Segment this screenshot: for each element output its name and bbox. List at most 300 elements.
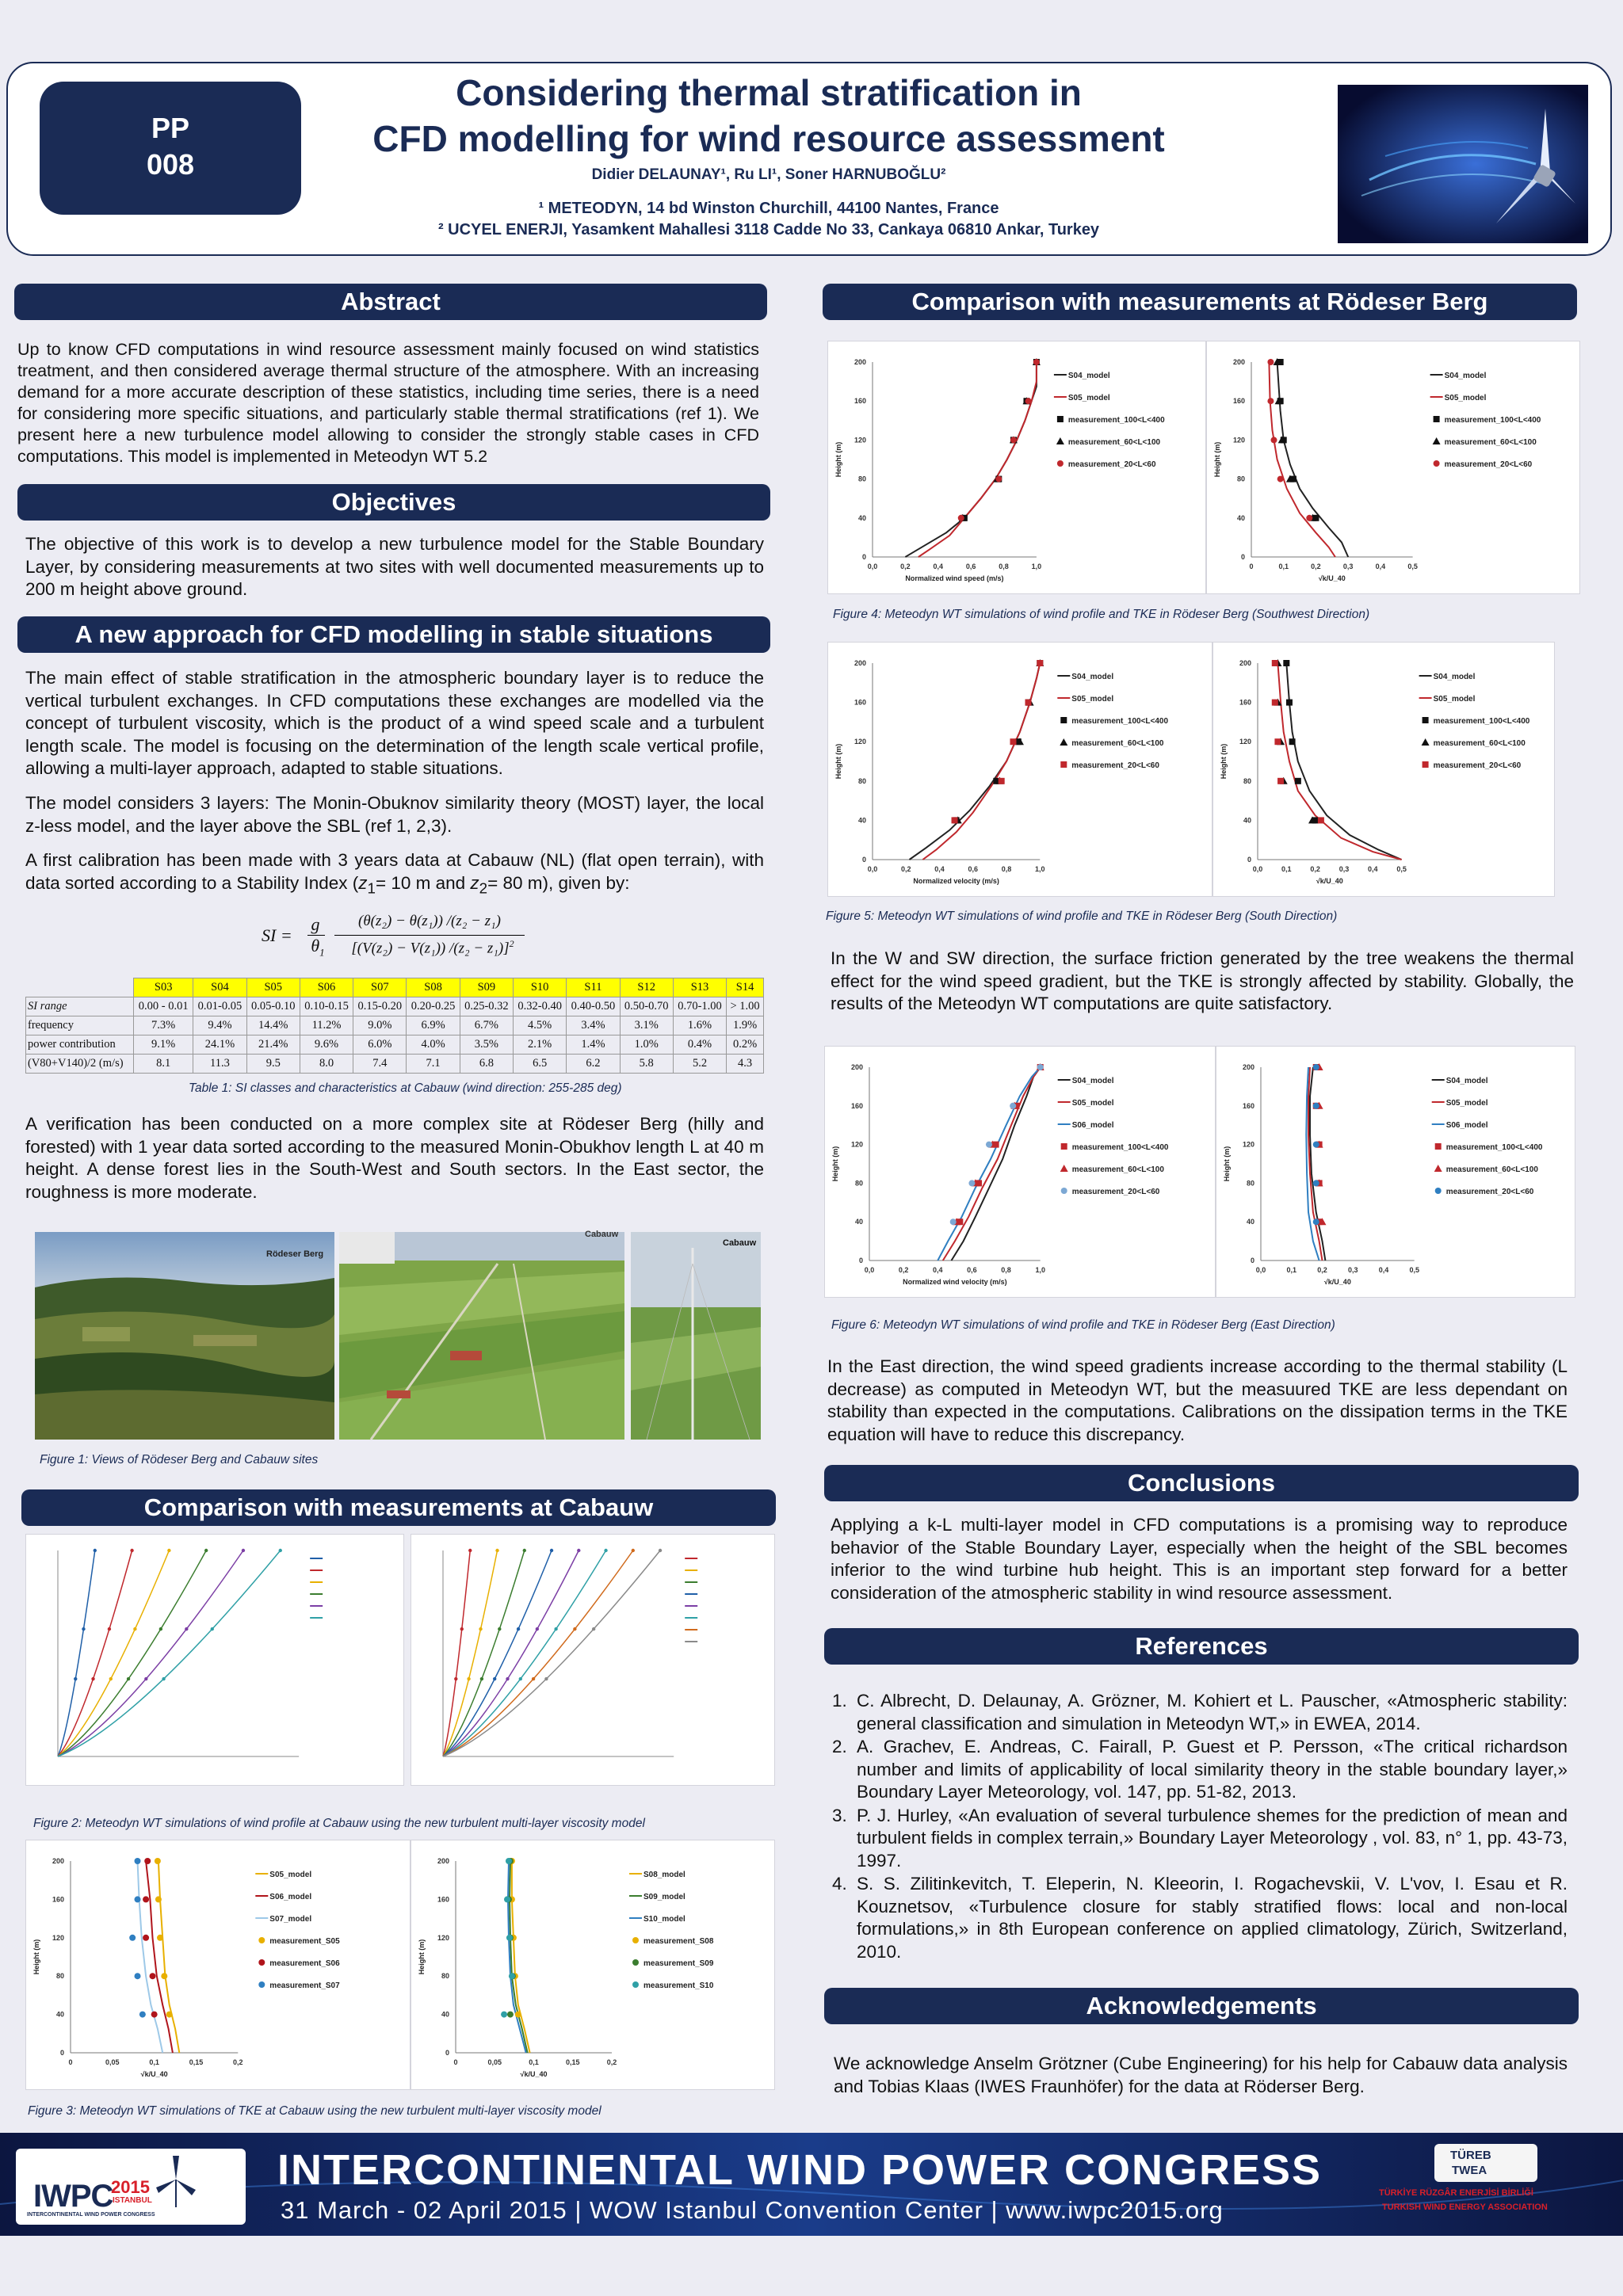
table-cell: 8.0	[300, 1055, 353, 1074]
y-tick-label: 0	[1240, 553, 1245, 561]
legend-label: measurement_20<L<60	[1445, 1188, 1534, 1196]
data-point	[479, 1627, 482, 1630]
series-line	[918, 362, 1037, 557]
wind-turbine-logo	[1338, 85, 1588, 243]
data-point	[166, 2012, 173, 2018]
y-tick-label: 40	[1236, 513, 1245, 522]
approach-paragraph-4: A verification has been conducted on a more complex site at Rödeser Berg (hilly and forested) with 1 year data sorted according to the measured Monin-Obukhov length L at 40 m height. A dense forest lies in the South-West and South sectors. In the East sector, the roughness is more moderate.	[25, 1114, 764, 1202]
figure-5b-plot	[1213, 643, 1556, 898]
x-tick-label: 1,0	[1035, 865, 1045, 873]
legend-marker	[1060, 738, 1067, 746]
data-point	[1272, 660, 1278, 666]
data-point	[151, 2012, 158, 2018]
data-point	[506, 1677, 509, 1680]
title-line-2: CFD modelling for wind resource assessment	[372, 118, 1165, 159]
data-point	[109, 1677, 113, 1680]
table-cell: 2.1%	[514, 1035, 567, 1055]
tureb-name-tr: TÜRKİYE RÜZGÂR ENERJİSİ BİRLİĞİ	[1379, 2188, 1533, 2198]
acknowledgements-text: We acknowledge Anselm Grötzner (Cube Engineering) for his help for Cabauw data analysis and Tobias Klaas (IWES Fraunhöfer) for the data at Röderser Berg.	[834, 2054, 1568, 2096]
x-tick-label: 0,15	[189, 2058, 204, 2066]
y-tick-label: 160	[52, 1895, 64, 1904]
table-cell: 6.2	[567, 1055, 620, 1074]
data-point	[144, 1858, 151, 1864]
data-point	[1313, 1219, 1319, 1225]
table-header-cell: S08	[407, 978, 460, 997]
x-tick-label: 0,2	[233, 2058, 243, 2066]
y-axis-label: Height (m)	[1223, 1146, 1231, 1182]
data-point	[950, 1219, 957, 1225]
photo-label-roedeser: Rödeser Berg	[266, 1249, 324, 1259]
y-tick-label: 200	[854, 659, 866, 667]
y-axis-label: Height (m)	[834, 441, 842, 478]
objectives-text: The objective of this work is to develop a new turbulence model for the Stable Boundary Layer, by considering measurements at two sites with well documented measurements up to 200 m height above ground.	[25, 534, 764, 599]
data-point	[279, 1549, 282, 1552]
figure-3a-plot	[26, 1840, 411, 2091]
figure-3a-chart	[25, 1840, 411, 2090]
table-cell: 0.40-0.50	[567, 997, 620, 1016]
legend-marker	[1422, 738, 1430, 746]
data-point	[139, 2012, 146, 2018]
table-header-cell: S14	[727, 978, 764, 997]
x-tick-label: 0	[1249, 563, 1254, 570]
legend-marker	[1060, 761, 1067, 768]
table-header-cell: S04	[193, 978, 246, 997]
table-cell: 0.00 - 0.01	[134, 997, 193, 1016]
x-tick-label: 0,2	[900, 563, 911, 570]
approach-heading: A new approach for CFD modelling in stable situations	[17, 616, 770, 653]
x-tick-label: 0,0	[867, 865, 878, 873]
data-point	[1313, 1180, 1319, 1186]
x-axis-label: √k/U_40	[1318, 574, 1346, 582]
legend-marker	[1435, 1188, 1442, 1194]
data-point	[1277, 778, 1284, 784]
y-tick-label: 200	[437, 1857, 449, 1865]
y-axis-label: Height (m)	[831, 1146, 839, 1182]
y-tick-label: 200	[52, 1857, 64, 1865]
data-point	[968, 1180, 975, 1186]
table-header-cell: S05	[246, 978, 300, 997]
table-row	[26, 1055, 764, 1074]
legend-label: S05_model	[1067, 394, 1110, 402]
data-point	[592, 1627, 595, 1630]
footer-title: INTERCONTINENTAL WIND POWER CONGRESS	[277, 2146, 1323, 2194]
data-point	[1289, 738, 1296, 745]
y-tick-label: 80	[857, 475, 866, 483]
formula-fraction-bar-2	[334, 935, 525, 936]
data-point	[1010, 738, 1016, 745]
affiliation-2: ² UCYEL ENERJI, Yasamkent Mahallesi 3118 Cadde No 33, Cankaya 06810 Ankar, Turkey	[437, 221, 1100, 238]
legend-label: S04_model	[1067, 372, 1110, 380]
x-tick-label: 0,5	[1407, 563, 1418, 570]
figure-6-caption: Figure 6: Meteodyn WT simulations of wind profile and TKE in Rödeser Berg (East Direction)	[831, 1318, 1335, 1332]
data-point	[1267, 398, 1274, 404]
table-cell: 0.70-1.00	[673, 997, 726, 1016]
data-point	[493, 1677, 496, 1680]
data-point	[242, 1549, 245, 1552]
table-cell: 5.8	[620, 1055, 673, 1074]
legend-label: S04_model	[1433, 673, 1476, 681]
data-point	[1318, 817, 1324, 823]
stability-index-formula	[262, 910, 531, 965]
authors: Didier DELAUNAY¹, Ru LI¹, Soner HARNUBOĞLU²	[591, 166, 946, 183]
table-row-label: SI range	[26, 997, 134, 1016]
table-cell: 4.0%	[407, 1035, 460, 1055]
formula-g: g	[311, 914, 320, 934]
series-line	[910, 663, 1041, 860]
y-axis-label: Height (m)	[32, 1939, 40, 1975]
table-header-cell: S12	[620, 978, 673, 997]
y-tick-label: 160	[854, 698, 866, 707]
y-tick-label: 200	[1242, 1063, 1254, 1071]
y-tick-label: 0	[861, 856, 866, 864]
series-line	[443, 1550, 579, 1756]
y-tick-label: 120	[854, 436, 866, 444]
landscape-photo-icon	[35, 1232, 334, 1440]
table-header-cell: S06	[300, 978, 353, 997]
reference-number: 4.	[832, 1874, 847, 1894]
legend-marker	[1061, 1188, 1067, 1194]
x-tick-label: 0,2	[1317, 1266, 1327, 1274]
x-tick-label: 0,8	[1001, 865, 1012, 873]
x-tick-label: 0,1	[1281, 865, 1292, 873]
data-point	[1037, 1064, 1044, 1070]
x-tick-label: 0,1	[149, 2058, 159, 2066]
data-point	[659, 1549, 662, 1552]
legend-marker	[632, 1981, 639, 1988]
table-cell: 11.2%	[300, 1016, 353, 1035]
table-cell: 6.7%	[460, 1016, 513, 1035]
data-point	[460, 1627, 464, 1630]
figure-1-caption: Figure 1: Views of Rödeser Berg and Cabauw sites	[40, 1453, 319, 1466]
x-tick-label: 0,3	[1342, 563, 1354, 570]
data-point	[144, 1677, 147, 1680]
y-axis-label: Height (m)	[1220, 743, 1228, 780]
table-cell: 1.6%	[673, 1016, 726, 1035]
y-tick-label: 160	[1239, 698, 1251, 707]
data-point	[162, 1677, 165, 1680]
data-point	[127, 1677, 130, 1680]
figure-4-caption: Figure 4: Meteodyn WT simulations of wind profile and TKE in Rödeser Berg (Southwest Direction)	[833, 608, 1370, 621]
y-tick-label: 120	[850, 1140, 863, 1149]
table-cell: 9.0%	[353, 1016, 407, 1035]
si-classes-table	[25, 978, 764, 1074]
table-row	[26, 997, 764, 1016]
table-cell: 3.5%	[460, 1035, 513, 1055]
data-point	[130, 1549, 133, 1552]
data-point	[495, 1549, 498, 1552]
table-cell: 7.4	[353, 1055, 407, 1074]
data-point	[577, 1549, 580, 1552]
data-point	[94, 1549, 97, 1552]
y-tick-label: 80	[857, 776, 866, 785]
series-line	[922, 663, 1040, 860]
table-cell: 6.9%	[407, 1016, 460, 1035]
legend-label: S06_model	[1445, 1121, 1488, 1130]
data-point	[150, 1973, 156, 1979]
congress-footer	[0, 2133, 1623, 2236]
data-point	[604, 1549, 607, 1552]
series-line	[443, 1550, 633, 1756]
legend-label: measurement_100<L<400	[1071, 717, 1169, 726]
figure-6b-chart	[1216, 1046, 1575, 1298]
y-tick-label: 40	[857, 513, 866, 522]
table-cell: 9.6%	[300, 1035, 353, 1055]
data-point	[143, 1896, 149, 1902]
data-point	[958, 515, 964, 521]
x-tick-label: 0	[68, 2058, 73, 2066]
x-axis-label: Normalized velocity (m/s)	[913, 877, 999, 885]
badge-line-1: PP	[151, 112, 190, 144]
formula-fraction-bar-1	[307, 935, 325, 936]
data-point	[155, 1858, 161, 1864]
data-point	[143, 1935, 149, 1941]
x-axis-label: √k/U_40	[520, 2070, 548, 2078]
data-point	[1295, 778, 1301, 784]
y-tick-label: 200	[854, 358, 866, 366]
table-cell: 9.1%	[134, 1035, 193, 1055]
figure-5a-plot	[828, 643, 1213, 898]
photo-cabauw-mast	[631, 1232, 761, 1440]
figure-4a-plot	[828, 341, 1207, 595]
data-point	[519, 1677, 522, 1680]
y-tick-label: 120	[1232, 436, 1245, 444]
series-line	[58, 1550, 243, 1756]
table-cell: 0.4%	[673, 1035, 726, 1055]
x-tick-label: 0,0	[1252, 865, 1263, 873]
table-cell: 7.3%	[134, 1016, 193, 1035]
conclusions-heading: Conclusions	[824, 1465, 1579, 1501]
table-cell: 4.3	[727, 1055, 764, 1074]
data-point	[1274, 738, 1281, 745]
table-header-cell: S10	[514, 978, 567, 997]
y-tick-label: 120	[1242, 1140, 1254, 1149]
x-axis-label: Normalized wind speed (m/s)	[905, 574, 1004, 582]
figure-3b-plot	[411, 1840, 776, 2091]
title-line-1: Considering thermal stratification in	[456, 72, 1082, 113]
legend-label: S04_model	[1071, 673, 1114, 681]
table-cell: 9.5	[246, 1055, 300, 1074]
y-tick-label: 80	[854, 1179, 863, 1188]
data-point	[986, 1142, 992, 1148]
figure-2a-plot	[26, 1535, 405, 1787]
x-tick-label: 0	[453, 2058, 458, 2066]
legend-label: S05_model	[1071, 695, 1114, 704]
y-tick-label: 120	[1239, 738, 1251, 746]
data-point	[952, 817, 958, 823]
x-tick-label: 0,15	[565, 2058, 580, 2066]
data-point	[515, 2012, 521, 2018]
table-cell: 21.4%	[246, 1035, 300, 1055]
series-line	[943, 1067, 1041, 1261]
series-line	[158, 1861, 179, 2053]
approach-paragraph-1: The main effect of stable stratification in the atmospheric boundary layer is to reduce the vertical turbulent exchanges. In CFD computations these exchanges are modelled via the concept of turbulent viscosity, which is the product of a wind speed scale and a turbulent length scale. The model is focusing on the determination of the length scale vertical profile, allowing a multi-layer approach, adapted to stable situations.	[25, 668, 764, 778]
legend-label: measurement_S06	[269, 1959, 340, 1968]
legend-label: measurement_20<L<60	[1067, 460, 1156, 469]
series-line	[58, 1550, 132, 1756]
table-cell: 1.9%	[727, 1016, 764, 1035]
table-cell: 3.1%	[620, 1016, 673, 1035]
y-tick-label: 80	[1243, 776, 1251, 785]
reference-item	[832, 1736, 1568, 1804]
y-tick-label: 80	[441, 1972, 449, 1981]
legend-marker	[1060, 1165, 1068, 1172]
x-axis-label: √k/U_40	[140, 2070, 168, 2078]
x-tick-label: 0,5	[1396, 865, 1407, 873]
tureb-name-en: TURKISH WIND ENERGY ASSOCIATION	[1382, 2203, 1548, 2212]
data-point	[532, 1677, 535, 1680]
data-point	[506, 1935, 513, 1941]
table-cell: 1.0%	[620, 1035, 673, 1055]
table-header-cell: S13	[673, 978, 726, 997]
data-point	[454, 1677, 457, 1680]
x-tick-label: 0,4	[934, 865, 945, 873]
legend-marker	[1056, 437, 1064, 444]
turbine-logo-icon	[152, 2152, 200, 2207]
roedeser-text-1: In the W and SW direction, the surface friction generated by the tree weakens the thermal effect for the wind speed gradient, but the TKE is strongly affected by stability. Globally, the results of the Meteodyn WT computations are quite satisfactory.	[831, 948, 1574, 1013]
table-row-label: frequency	[26, 1016, 134, 1035]
legend-label: measurement_100<L<400	[1444, 416, 1541, 425]
legend-label: S05_model	[1433, 695, 1476, 704]
table-row-label: (V80+V140)/2 (m/s)	[26, 1055, 134, 1074]
x-tick-label: 0,2	[1311, 563, 1321, 570]
data-point	[133, 1627, 136, 1630]
data-point	[536, 1627, 539, 1630]
legend-marker	[258, 1959, 265, 1966]
y-tick-label: 200	[1232, 358, 1245, 366]
data-point	[185, 1627, 188, 1630]
legend-label: measurement_60<L<100	[1071, 1165, 1164, 1174]
data-point	[504, 1896, 510, 1902]
table-cell: 0.01-0.05	[193, 997, 246, 1016]
data-point	[167, 1549, 170, 1552]
table-cell: 4.5%	[514, 1016, 567, 1035]
figure-3b-chart	[411, 1840, 775, 2090]
x-tick-label: 0,4	[1378, 1266, 1389, 1274]
data-point	[501, 2012, 507, 2018]
x-tick-label: 0,0	[1255, 1266, 1266, 1274]
formula-lhs: SI =	[262, 925, 292, 945]
legend-label: measurement_20<L<60	[1071, 761, 1159, 770]
y-tick-label: 160	[1242, 1101, 1254, 1110]
data-point	[1286, 700, 1293, 706]
legend-marker	[1434, 416, 1440, 422]
figure-3-caption: Figure 3: Meteodyn WT simulations of TKE at Cabauw using the new turbulent multi-layer viscosity model	[28, 2104, 601, 2118]
table-row-label: power contribution	[26, 1035, 134, 1055]
legend-label: S05_model	[1445, 1099, 1488, 1108]
legend-label: measurement_100<L<400	[1445, 1143, 1543, 1152]
abstract-text: Up to know CFD computations in wind resource assessment mainly focused on wind statistics treatment, and then considered average thermal structure of the atmosphere. With an increasing demand for a more accurate description of these statistics, including time series, there is a need for considering more specific situations, and particularly stable thermal stratifications (ref 1). We present here a new turbulence model allowing to consider the strongly stable cases in CFD computations. This model is implemented in Meteodyn WT 5.2	[17, 340, 759, 466]
data-point	[1010, 437, 1017, 443]
y-tick-label: 0	[858, 1257, 863, 1264]
y-axis-label: Height (m)	[418, 1939, 426, 1975]
reference-item	[832, 1805, 1568, 1873]
y-tick-label: 40	[1246, 1218, 1254, 1226]
legend-label: S06_model	[269, 1893, 312, 1901]
iwpc-logo-city: ISTANBUL	[113, 2196, 152, 2205]
photo-cabauw-aerial	[339, 1232, 624, 1440]
legend-label: measurement_60<L<100	[1071, 739, 1164, 748]
x-tick-label: 0,4	[933, 563, 944, 570]
series-line	[1277, 663, 1401, 860]
y-tick-label: 0	[445, 2049, 449, 2057]
data-point	[135, 1973, 141, 1979]
data-point	[1010, 1103, 1016, 1109]
figure-5-caption: Figure 5: Meteodyn WT simulations of wind profile and TKE in Rödeser Berg (South Direction)	[826, 910, 1338, 923]
series-line	[443, 1550, 498, 1756]
legend-marker	[1057, 416, 1064, 422]
reference-item	[832, 1690, 1568, 1735]
table-header-row	[26, 978, 764, 997]
legend-label: S04_model	[1445, 1077, 1488, 1085]
x-tick-label: 0,4	[1368, 865, 1378, 873]
data-point	[108, 1627, 111, 1630]
legend-label: measurement_S05	[269, 1937, 340, 1946]
x-tick-label: 1,0	[1031, 563, 1042, 570]
table-1-caption: Table 1: SI classes and characteristics at Cabauw (wind direction: 255-285 deg)	[189, 1081, 622, 1095]
legend-label: measurement_60<L<100	[1445, 1165, 1538, 1174]
table-row	[26, 1016, 764, 1035]
table-cell: 6.5	[514, 1055, 567, 1074]
legend-label: measurement_100<L<400	[1067, 416, 1165, 425]
series-line	[58, 1550, 281, 1756]
x-tick-label: 0,3	[1338, 865, 1350, 873]
iwpc-logo	[16, 2149, 246, 2225]
data-point	[573, 1627, 576, 1630]
data-point	[1313, 1103, 1319, 1109]
legend-label: S09_model	[643, 1893, 685, 1901]
data-point	[480, 1677, 483, 1680]
y-tick-label: 160	[1232, 397, 1245, 406]
twea-logo-text: TWEA	[1452, 2164, 1487, 2177]
legend-label: S05_model	[1444, 394, 1487, 402]
table-cell: 5.2	[673, 1055, 726, 1074]
y-tick-label: 40	[857, 816, 866, 825]
y-tick-label: 80	[55, 1972, 64, 1981]
photo-label-cabauw-2: Cabauw	[723, 1238, 757, 1248]
legend-marker	[258, 1937, 265, 1943]
data-point	[155, 1896, 162, 1902]
legend-label: measurement_60<L<100	[1444, 438, 1537, 447]
figure-2b-chart	[411, 1534, 775, 1786]
data-point	[995, 476, 1002, 482]
y-tick-label: 0	[861, 553, 866, 561]
table-cell: 8.1	[134, 1055, 193, 1074]
table-row	[26, 1035, 764, 1055]
iwpc-logo-year: 2015	[111, 2177, 150, 2197]
reference-item	[832, 1873, 1568, 1963]
photo-label-cabauw-1: Cabauw	[585, 1230, 619, 1239]
iwpc-logo-subtitle: INTERCONTINENTAL WIND POWER CONGRESS	[27, 2212, 155, 2218]
poster-title	[317, 70, 1220, 162]
legend-label: measurement_S07	[269, 1981, 340, 1990]
formula-theta1: $\theta_1$	[311, 936, 325, 959]
table-corner-cell	[26, 978, 134, 997]
data-point	[554, 1627, 557, 1630]
legend-marker	[1423, 761, 1429, 768]
data-point	[1277, 476, 1284, 482]
roedeser-text-2: In the East direction, the wind speed gradients increase according to the thermal stability (L decrease) as computed in Meteodyn WT, but the measuured TKE are less dependant on stability than expected in the computations. Calibrations on the dissipation terms in the TKE equation will have to reduce this discrepancy.	[827, 1356, 1568, 1444]
table-cell: 0.15-0.20	[353, 997, 407, 1016]
x-tick-label: 0,8	[1001, 1266, 1011, 1274]
y-tick-label: 160	[437, 1895, 449, 1904]
y-tick-label: 80	[1236, 475, 1245, 483]
legend-label: measurement_100<L<400	[1433, 717, 1530, 726]
series-line	[138, 1861, 163, 2053]
series-line	[443, 1550, 470, 1756]
conclusions-text: Applying a k-L multi-layer model in CFD computations is a promising way to reproduce behavior of the Stable Boundary Layer, especially when the height of the SBL becomes inferior to the wind turbine hub height. This is an important step forward for a better consideration of the atmospheric stability in wind resource assessment.	[831, 1515, 1568, 1603]
table-cell: 0.2%	[727, 1035, 764, 1055]
legend-label: S05_model	[1071, 1099, 1114, 1108]
